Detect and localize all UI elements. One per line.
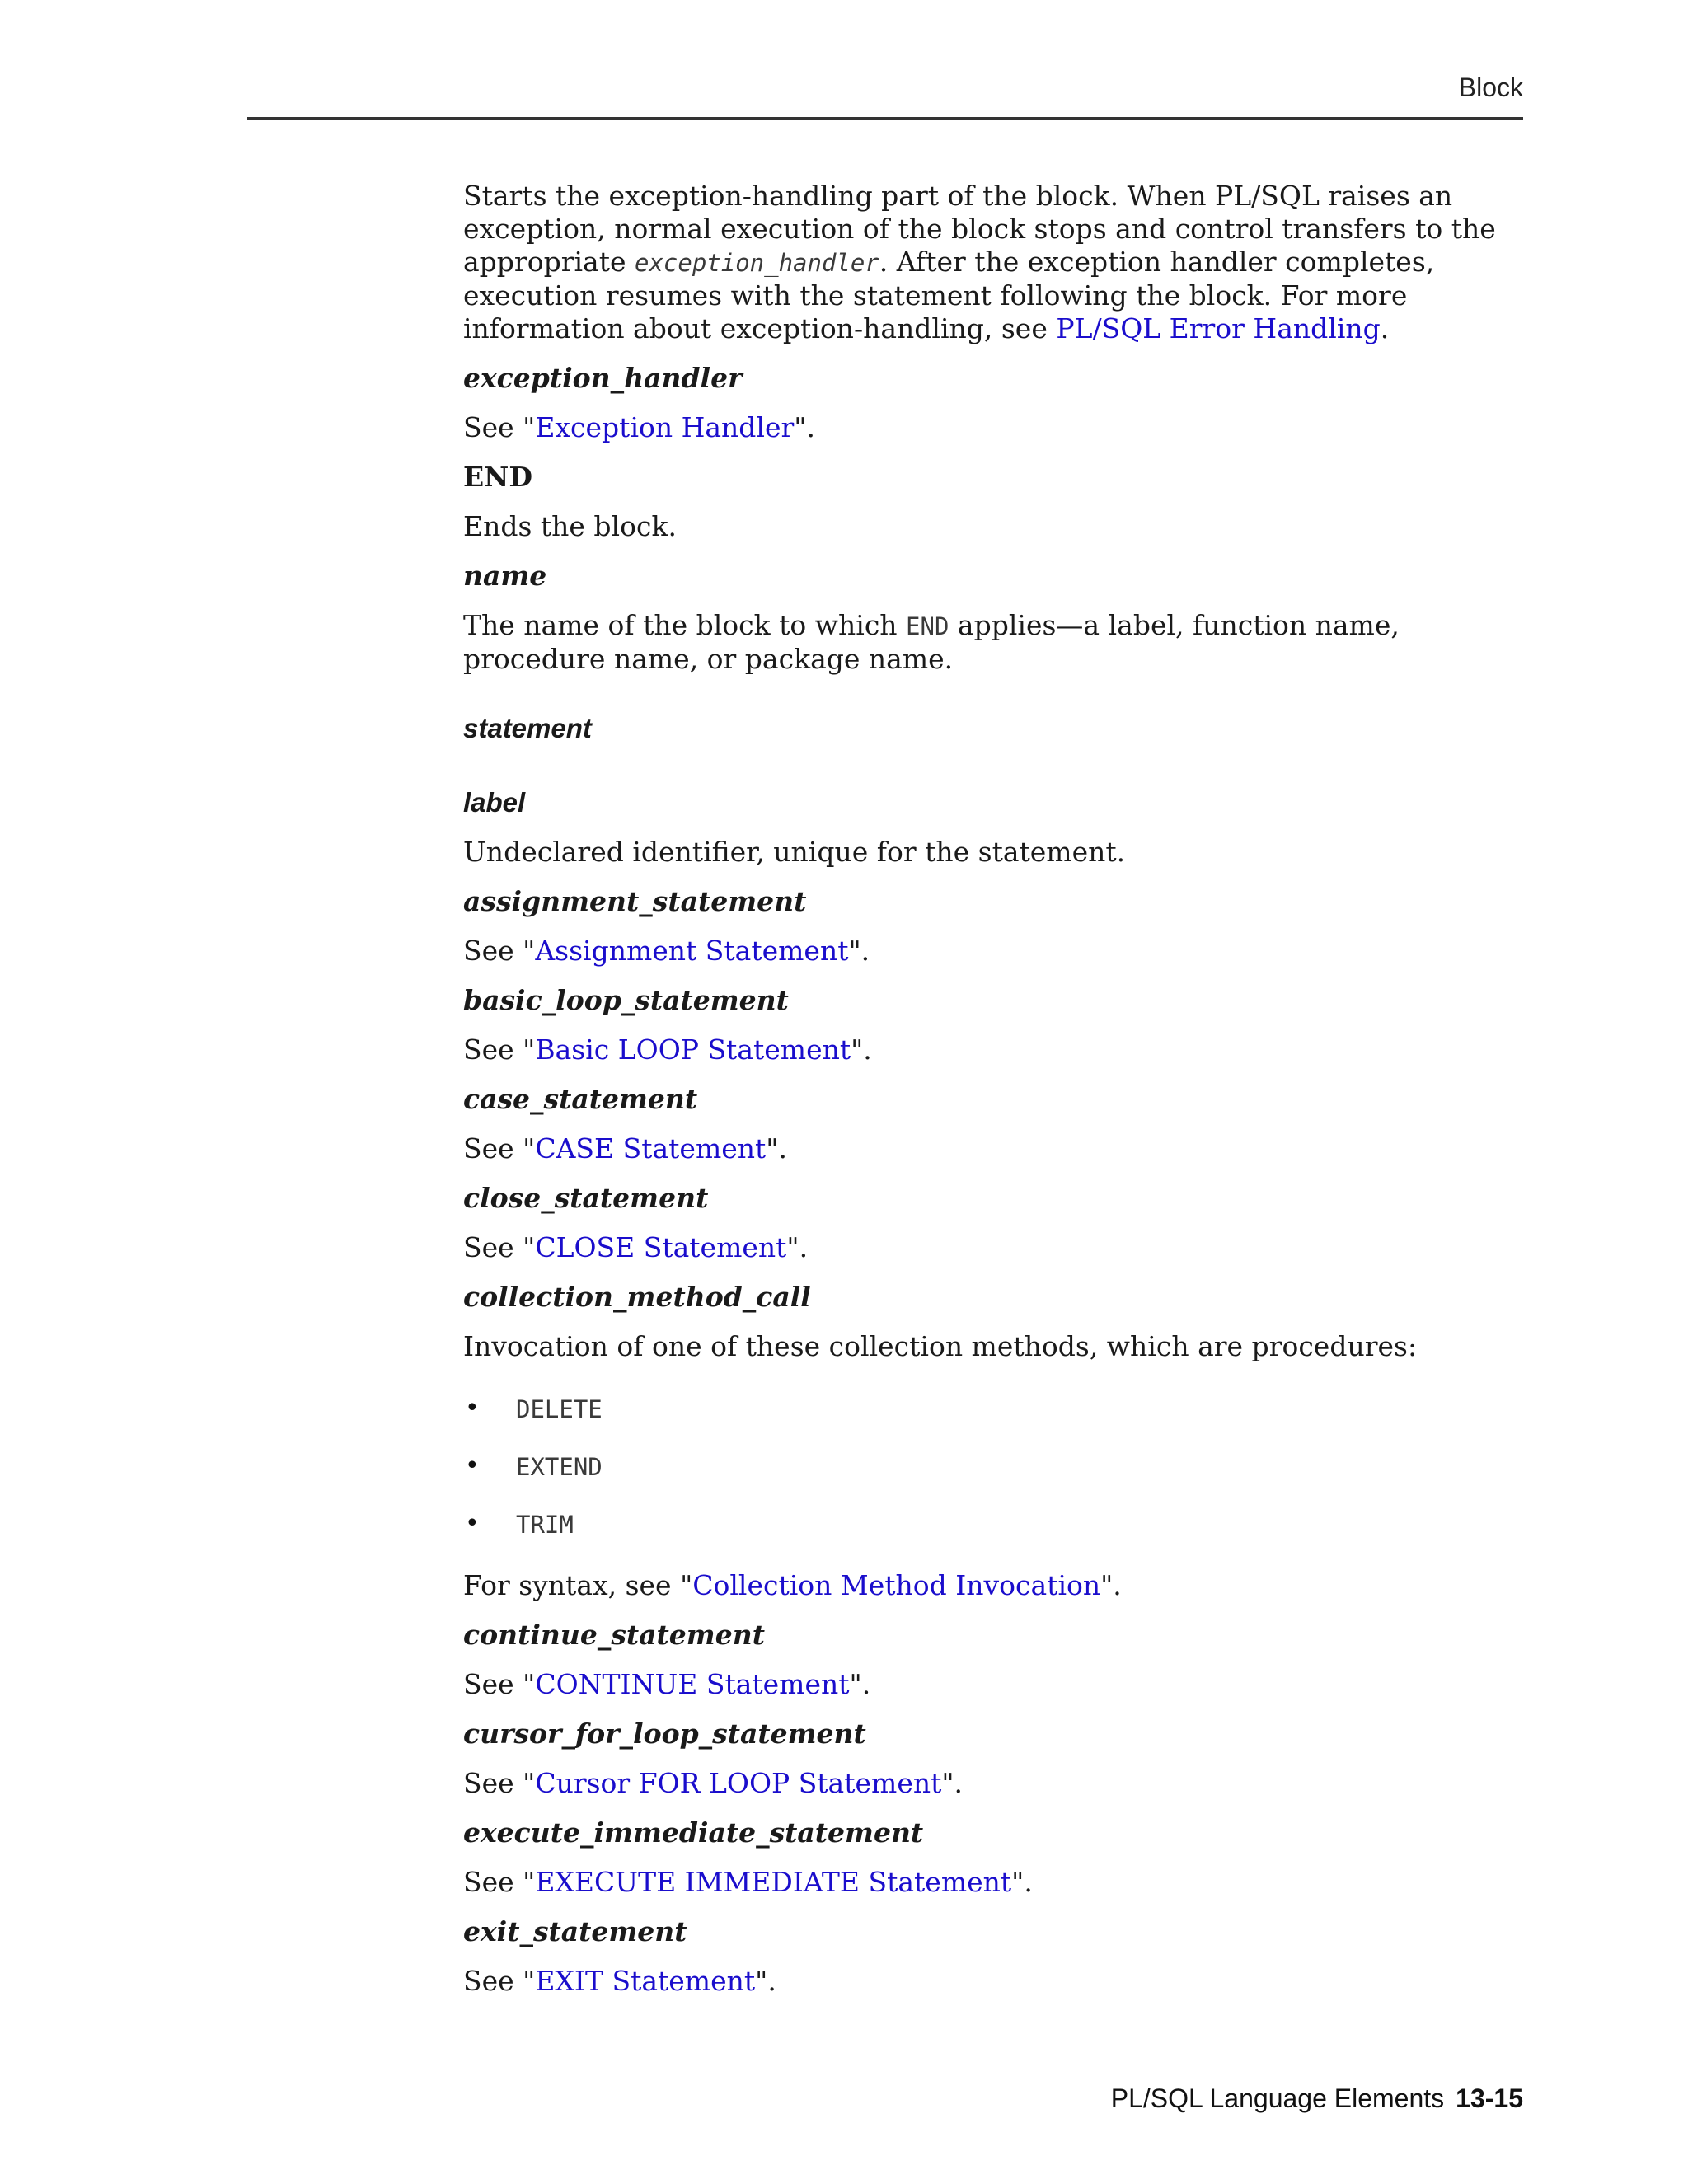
see-suffix: ". — [786, 1231, 809, 1263]
method-delete: DELETE — [516, 1395, 603, 1423]
close-see — [463, 1231, 1526, 1264]
see-suffix: ". — [848, 935, 870, 967]
exception-handler-code: exception_handler — [634, 249, 879, 277]
heading-label: label — [463, 787, 526, 818]
collection-method-invocation-link[interactable]: Collection Method Invocation — [692, 1569, 1101, 1601]
see-prefix: See " — [463, 935, 536, 967]
see-suffix: ". — [1100, 1569, 1122, 1601]
bullet-icon: • — [465, 1451, 480, 1480]
end-description: Ends the block. — [463, 510, 677, 542]
term-name: name — [463, 560, 547, 592]
see-prefix: See " — [463, 1668, 536, 1700]
see-suffix: ". — [941, 1767, 964, 1799]
see-prefix: See " — [463, 1231, 536, 1263]
assignment-statement-link[interactable]: Assignment Statement — [535, 935, 849, 967]
collection-syntax-see — [463, 1569, 1526, 1602]
page-footer — [1111, 2083, 1523, 2114]
cursor-for-loop-statement-link[interactable]: Cursor FOR LOOP Statement — [535, 1767, 942, 1799]
footer-book-title: PL/SQL Language Elements — [1110, 2083, 1445, 2113]
name-description — [463, 609, 1526, 676]
page-number: 13-15 — [1456, 2083, 1523, 2113]
term-basic-loop-statement: basic_loop_statement — [463, 984, 789, 1016]
see-prefix: See " — [463, 1767, 536, 1799]
term-continue-statement: continue_statement — [463, 1619, 765, 1651]
see-suffix: ". — [794, 411, 815, 443]
term-close-statement: close_statement — [463, 1182, 709, 1214]
heading-statement: statement — [463, 713, 592, 743]
collection-description: Invocation of one of these collection methods, which are procedures: — [463, 1330, 1418, 1362]
running-header-title: Block — [1458, 73, 1523, 102]
see-suffix: ". — [755, 1965, 776, 1997]
continue-see — [463, 1668, 1526, 1701]
plsql-error-handling-link[interactable]: PL/SQL Error Handling — [1056, 312, 1381, 344]
list-item — [463, 1380, 1526, 1437]
cursor-for-see — [463, 1767, 1526, 1800]
see-prefix: See " — [463, 1866, 536, 1898]
basic-loop-statement-link[interactable]: Basic LOOP Statement — [535, 1033, 851, 1066]
close-statement-link[interactable]: CLOSE Statement — [535, 1231, 787, 1263]
list-item — [463, 1495, 1526, 1553]
term-execute-immediate-statement: execute_immediate_statement — [463, 1816, 924, 1849]
term-assignment-statement: assignment_statement — [463, 885, 807, 917]
basic-loop-see — [463, 1033, 1526, 1066]
bullet-icon: • — [465, 1509, 480, 1538]
name-text-1: The name of the block to which — [463, 609, 907, 641]
term-exception-handler: exception_handler — [463, 362, 743, 394]
end-code: END — [906, 612, 950, 640]
intro-text-3: . — [1380, 312, 1390, 344]
method-trim: TRIM — [516, 1511, 574, 1539]
list-item — [463, 1437, 1526, 1495]
method-extend: EXTEND — [516, 1453, 603, 1481]
see-prefix: See " — [463, 1033, 536, 1066]
see-suffix: ". — [851, 1033, 872, 1066]
see-prefix: See " — [463, 1132, 536, 1165]
case-see — [463, 1132, 1526, 1165]
see-suffix: ". — [766, 1132, 787, 1165]
label-description: Undeclared identifier, unique for the statement. — [463, 836, 1126, 868]
see-prefix: See " — [463, 1965, 536, 1997]
execute-immediate-see — [463, 1866, 1526, 1899]
execute-immediate-statement-link[interactable]: EXECUTE IMMEDIATE Statement — [535, 1866, 1012, 1898]
see-suffix: ". — [1011, 1866, 1033, 1898]
see-suffix: ". — [849, 1668, 871, 1700]
bullet-icon: • — [465, 1394, 480, 1422]
see-prefix: See " — [463, 411, 536, 443]
exit-see — [463, 1965, 1526, 1998]
page-body — [463, 180, 1526, 2014]
exception-handler-link[interactable]: Exception Handler — [535, 411, 795, 443]
intro-text-1: Starts the exception-handling part of the block. When PL/SQL raises an exception, normal execution of the block stops and control transfers to the appropriate — [463, 180, 1496, 278]
collection-methods-list — [463, 1380, 1526, 1553]
term-case-statement: case_statement — [463, 1083, 698, 1115]
exception-intro-paragraph — [463, 180, 1526, 345]
syntax-prefix: For syntax, see " — [463, 1569, 693, 1601]
term-exit-statement: exit_statement — [463, 1915, 687, 1947]
name-text-2: applies—a label, function name, procedure name, or package name. — [463, 609, 1400, 675]
continue-statement-link[interactable]: CONTINUE Statement — [535, 1668, 850, 1700]
intro-text-2: . After the exception handler completes, execution resumes with the statement following the block. For more information about exception-handling, see — [463, 246, 1435, 344]
assignment-see — [463, 935, 1526, 968]
header-rule — [247, 117, 1523, 120]
exit-statement-link[interactable]: EXIT Statement — [535, 1965, 756, 1997]
case-statement-link[interactable]: CASE Statement — [535, 1132, 767, 1165]
term-cursor-for-loop-statement: cursor_for_loop_statement — [463, 1718, 866, 1750]
exception-handler-see — [463, 411, 1526, 444]
term-end: END — [463, 461, 532, 493]
term-collection-method-call: collection_method_call — [463, 1281, 811, 1313]
